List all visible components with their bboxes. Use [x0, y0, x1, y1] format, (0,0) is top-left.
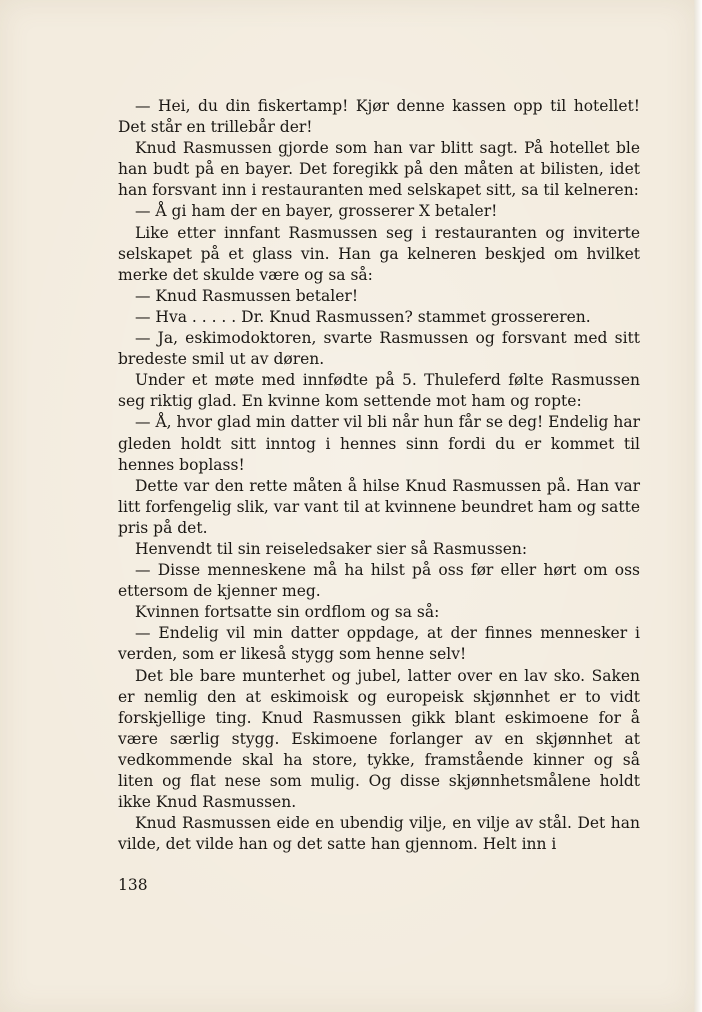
- paragraph: Det ble bare munterhet og jubel, latter over en lav sko. Saken er nemlig den at eskimoisk og europeisk skjønnhet er to vidt forskjellige ting. Knud Rasmussen gikk blant eskimoene for å være særlig stygg. Eskimoene forlanger av en skjønnhet at vedkommende skal ha store, tykke, framstående kinner og så liten og flat nese som mulig. Og disse skjønnhetsmålene holdt ikke Knud Rasmussen.: [118, 666, 640, 812]
- page-edge: [694, 0, 702, 1012]
- paragraph: — Disse menneskene må ha hilst på oss før eller hørt om oss ettersom de kjenner meg.: [118, 561, 640, 601]
- paragraph: — Hva . . . . . Dr. Knud Rasmussen? stammet grossereren.: [135, 307, 591, 326]
- paragraph: Dette var den rette måten å hilse Knud Rasmussen på. Han var litt forfengelig slik, var vant til at kvinnene beundret ham og satte pris på det.: [118, 476, 640, 537]
- paragraph: — Knud Rasmussen betaler!: [135, 286, 359, 305]
- paragraph: — Hei, du din fiskertamp! Kjør denne kassen opp til hotellet! Det står en trillebår der!: [118, 97, 640, 137]
- paragraph: — Ja, eskimodoktoren, svarte Rasmussen og forsvant med sitt bredeste smil ut av døren.: [118, 329, 640, 369]
- paragraph: Henvendt til sin reiseledsaker sier så Rasmussen:: [135, 539, 528, 558]
- page-number: 138: [118, 876, 148, 894]
- body-text: [118, 96, 640, 855]
- paragraph: — Endelig vil min datter oppdage, at der finnes mennesker i verden, som er likeså stygg som henne selv!: [118, 624, 640, 664]
- paragraph: Under et møte med innfødte på 5. Thuleferd følte Rasmussen seg riktig glad. En kvinne kom settende mot ham og ropte:: [118, 371, 640, 411]
- paragraph: Like etter innfant Rasmussen seg i restauranten og inviterte selskapet på et glass vin. Han ga kelneren beskjed om hvilket merke det skulde være og sa så:: [118, 223, 640, 284]
- paragraph: Knud Rasmussen gjorde som han var blitt sagt. På hotellet ble han budt på en bayer. Det foregikk på den måten at bilisten, idet han forsvant inn i restauranten med selskapet sitt, sa til kelneren:: [118, 139, 640, 200]
- paragraph: Kvinnen fortsatte sin ordflom og sa så:: [135, 603, 440, 622]
- paragraph: — Å gi ham der en bayer, grosserer X betaler!: [135, 202, 498, 221]
- paragraph: Knud Rasmussen eide en ubendig vilje, en vilje av stål. Det han vilde, det vilde han og det satte han gjennom. Helt inn i: [118, 814, 640, 854]
- paragraph: — Å, hvor glad min datter vil bli når hun får se deg! Endelig har gleden holdt sitt inntog i hennes sinn fordi du er kommet til hennes boplass!: [118, 413, 640, 474]
